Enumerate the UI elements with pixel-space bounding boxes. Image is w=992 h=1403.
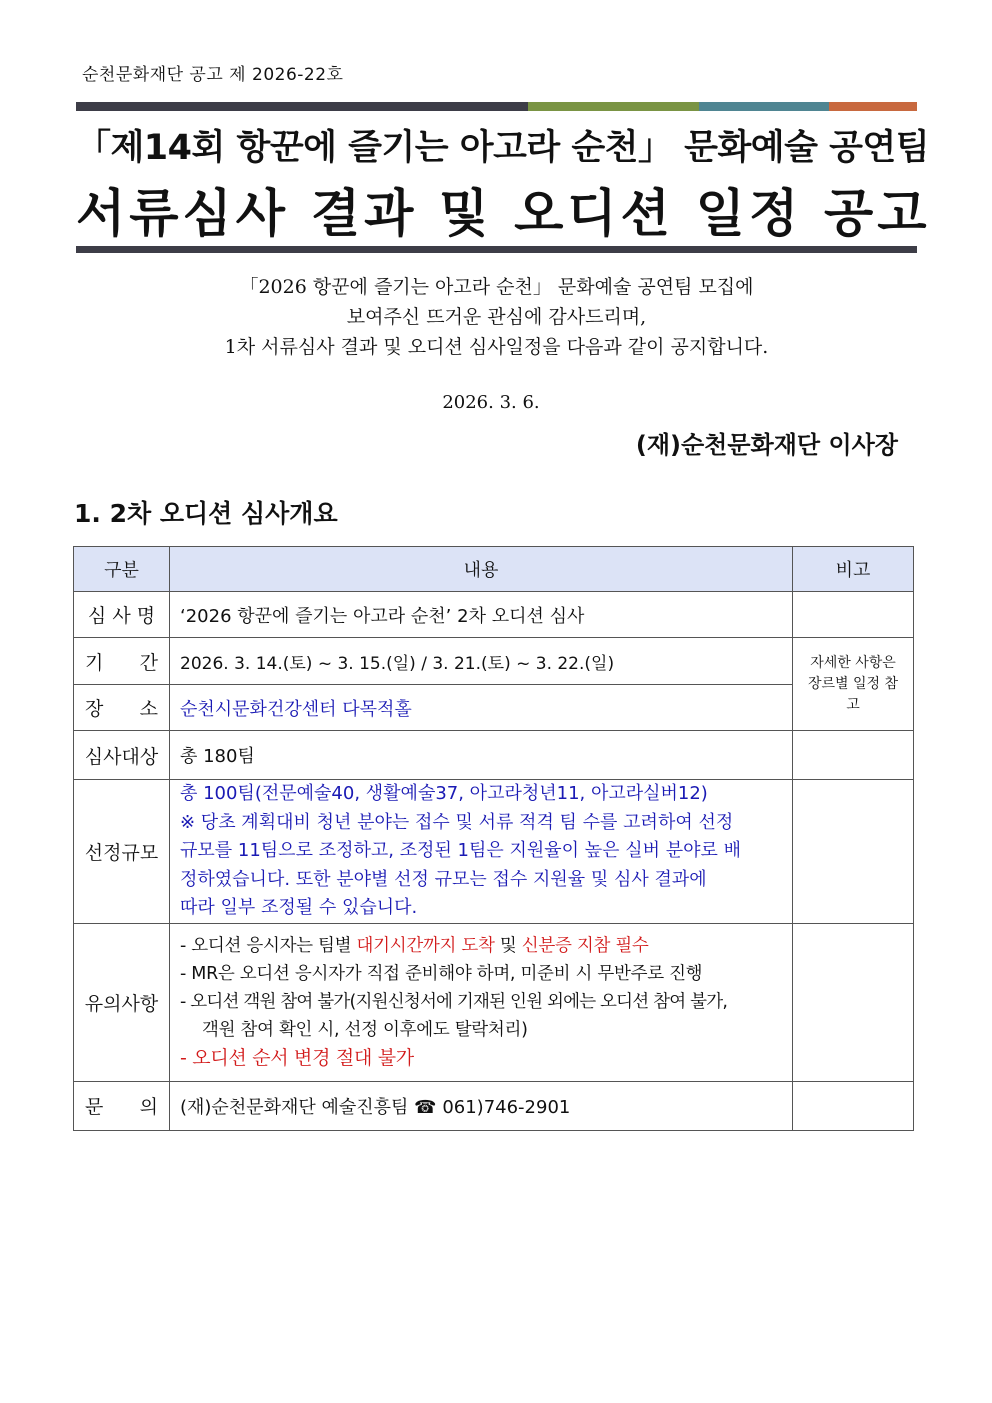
notice-date: 2026. 3. 6. bbox=[442, 392, 540, 413]
title-color-bar bbox=[76, 102, 917, 111]
caution-line bbox=[180, 932, 782, 960]
table-row-period bbox=[74, 638, 914, 685]
selection-line: 따라 일부 조정될 수 있습니다. bbox=[180, 897, 418, 918]
intro-line: 보여주신 뜨거운 관심에 감사드리며, bbox=[346, 306, 647, 328]
remarks-cell bbox=[793, 592, 914, 638]
audition-overview-table bbox=[73, 546, 914, 1131]
row-value: 순천시문화건강센터 다목적홀 bbox=[170, 685, 793, 731]
phone-icon: ☎ bbox=[414, 1096, 437, 1118]
caution-line: - 오디션 순서 변경 절대 불가 bbox=[180, 1047, 414, 1069]
caution-highlight: 대기시간까지 도착 bbox=[356, 936, 495, 956]
caution-line: - MR은 오디션 응시자가 직접 준비해야 하며, 미준비 시 무반주로 진행 bbox=[180, 964, 703, 984]
page-title-line2: 서류심사 결과 및 오디션 일정 공고 bbox=[76, 185, 931, 244]
row-label: 유의사항 bbox=[74, 923, 170, 1081]
selection-line: ※ 당초 계획대비 청년 분야는 접수 및 서류 적격 팀 수를 고려하여 선정 bbox=[180, 811, 734, 833]
bar-segment-teal bbox=[699, 102, 829, 111]
header-remarks: 비고 bbox=[793, 547, 914, 592]
table-row-venue bbox=[74, 685, 914, 731]
caution-detail bbox=[170, 923, 793, 1081]
header-content: 내용 bbox=[170, 547, 793, 592]
note-line: 장르별 일정 참고 bbox=[807, 675, 899, 713]
caution-line: 객원 참여 확인 시, 선정 이후에도 탈락처리) bbox=[202, 1020, 528, 1040]
row-label: 심 사 명 bbox=[74, 592, 170, 638]
intro-line: 1차 서류심사 결과 및 오디션 심사일정을 다음과 같이 공지합니다. bbox=[224, 336, 769, 358]
caution-line: - 오디션 객원 참여 불가(지원신청서에 기재된 인원 외에는 오디션 참여 불가, bbox=[180, 992, 728, 1012]
table-row-target bbox=[74, 731, 914, 780]
remarks-cell bbox=[793, 923, 914, 1081]
page-title-line1: 「제14회 항꾼에 즐기는 아고라 순천」 문화예술 공연팀 bbox=[76, 128, 930, 168]
contact-phone: 061)746-2901 bbox=[442, 1096, 571, 1118]
intro-line: 「2026 항꾼에 즐기는 아고라 순천」 문화예술 공연팀 모집에 bbox=[239, 276, 754, 298]
selection-detail bbox=[170, 780, 793, 924]
notice-number: 순천문화재단 공고 제 2026-22호 bbox=[82, 65, 344, 85]
caution-text: - 오디션 응시자는 팀별 bbox=[180, 936, 357, 956]
row-label: 기 간 bbox=[74, 638, 170, 685]
header-category: 구분 bbox=[74, 547, 170, 592]
intro-paragraph bbox=[76, 272, 917, 362]
remarks-cell bbox=[793, 780, 914, 924]
row-value bbox=[170, 1081, 793, 1130]
caution-highlight: 신분증 지참 필수 bbox=[521, 936, 649, 956]
note-line: 자세한 사항은 bbox=[810, 654, 896, 671]
contact-text: (재)순천문화재단 예술진흥팀 bbox=[180, 1096, 415, 1118]
row-value: 2026. 3. 14.(토) ~ 3. 15.(일) / 3. 21.(토) ~ 3. 22.(일) bbox=[170, 638, 793, 685]
signer: (재)순천문화재단 이사장 bbox=[635, 431, 898, 459]
selection-line: 총 100팀(전문예술40, 생활예술37, 아고라청년11, 아고라실버12) bbox=[180, 783, 708, 804]
table-header-row bbox=[74, 547, 914, 592]
row-value: ‘2026 항꾼에 즐기는 아고라 순천’ 2차 오디션 심사 bbox=[170, 592, 793, 638]
table-row-caution bbox=[74, 923, 914, 1081]
selection-line: 정하였습니다. 또한 분야별 선정 규모는 접수 지원율 및 심사 결과에 bbox=[180, 868, 707, 890]
table-row-name bbox=[74, 592, 914, 638]
remarks-cell bbox=[793, 1081, 914, 1130]
bar-segment-green bbox=[528, 102, 699, 111]
table-row-contact bbox=[74, 1081, 914, 1130]
bar-segment-orange bbox=[829, 102, 917, 111]
section-title: 1. 2차 오디션 심사개요 bbox=[74, 499, 338, 528]
row-label: 문 의 bbox=[74, 1081, 170, 1130]
title-underline-bar bbox=[76, 246, 917, 253]
remarks-note bbox=[793, 638, 914, 731]
row-value: 총 180팀 bbox=[170, 731, 793, 780]
row-label: 선정규모 bbox=[74, 780, 170, 924]
bar-segment-dark bbox=[76, 102, 528, 111]
selection-line: 규모를 11팀으로 조정하고, 조정된 1팀은 지원율이 높은 실버 분야로 배 bbox=[180, 840, 742, 861]
table-row-selection bbox=[74, 780, 914, 924]
row-label: 장 소 bbox=[74, 685, 170, 731]
row-label: 심사대상 bbox=[74, 731, 170, 780]
caution-text: 및 bbox=[494, 936, 522, 956]
remarks-cell bbox=[793, 731, 914, 780]
